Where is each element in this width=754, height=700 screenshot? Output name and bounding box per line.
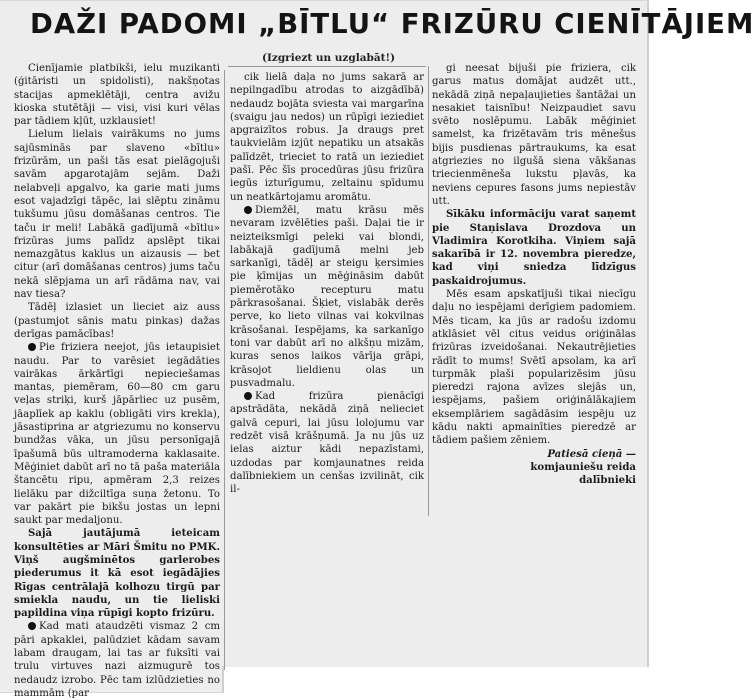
bullet-icon <box>244 206 252 214</box>
paragraph-text: Pie friziera neejot, jūs ietaupisiet naudu. Par to varēsiet iegādāties vairākas ārkārtīgi nepieciešamas mantas, piemēram, 60—80 cm garu veļas striķi, kurš jāpārliec uz pusēm, jāaplīek ap kaklu (obligāti virs krekla), jāsastiprina ar atgriezumu no konservu bundžas vāka, un jūsu personīgajā īpašumā būs ultramoderna kaklasaite. Mēģiniet dabūt arī no tā paša materiāla štancētu ripu, apmēram 2,3 reizes lielāku par dižciltīga suņa žetonu. To var pakārt pie bikšu jostas un lepni saukt par medaljonu. <box>14 342 220 527</box>
signature-line <box>432 474 636 487</box>
article-headline: DAŽI PADOMI „BĪTLU“ FRIZŪRU CIENĪTĀJIEM <box>30 8 754 40</box>
column-divider-2 <box>428 66 429 516</box>
article-paragraph <box>14 128 220 301</box>
article-paragraph <box>432 288 636 448</box>
bullet-icon <box>28 622 36 630</box>
paragraph-text: dalībnieki <box>579 474 636 487</box>
subtitle-rule <box>228 66 426 67</box>
article-paragraph <box>14 301 220 341</box>
article-paragraph <box>14 620 220 700</box>
paragraph-text: Sajā jautājumā ieteicam konsultēties ar Māri Šmitu no PMK. Viņš augšminētos garlerobes piederumus it kā esot iegādājies Rīgas centrālajā kolhozu tirgū par smiekla naudu, un tie lieliski papildina viņa rūpīgi kopto frizūru. <box>14 527 220 620</box>
bullet-icon <box>244 392 252 400</box>
signature-line <box>432 448 636 461</box>
article-paragraph <box>432 62 636 208</box>
paragraph-text: Lielum lielais vairākums no jums sajūsminās par slaveno «bītlu» frizūrām, un paši tās esat pielāgojuši savām apgarotajām sejām. Daži nelabveļi apgalvo, ka garie mati jums esot vajadzīgi tāpēc, lai slēptu zināmu tukšumu jūsu domāšanas centros. Tie taču ir meli! Labākā gadījumā «bītlu» frizūras jums palīdz apslēpt tikai nemazgātus kaklus un aizausis — bet citur (arī domāšanas centros) jums taču nekā slēpjama un arī rādāma nav, vai nav tiesa? <box>14 129 220 301</box>
column-divider-1 <box>224 70 225 670</box>
signature-line <box>432 461 636 474</box>
paragraph-text: Mēs esam apskatījuši tikai niecīgu daļu no iespējami derīgiem padomiem. Mēs ticam, ka jūs ar radošu izdomu atklāsiet vēl citus veidus oriģinālas frizūras izveidošanai. Nekautrējieties rādīt to mums! Svētī apsolam, ka arī turpmāk plaši popularizēsim jūsu pieredzi rajona avīzes slejās un, iespējams, pašiem oriģinālākajiem eksemplāriem sagādāsim iespēju uz kādu nakti apmainīties pieredzē ar tādiem pašiem zēniem. <box>432 289 636 447</box>
paragraph-text: cik lielā daļa no jums sakarā ar nepilngadību atrodas to aizgādībā) nedaudz bojāta sviesta vai margarīna (svaigu jau nedos) un rūpīgi ieziediet apgraizītos robus. Ja draugs pret taukvielām izjūt nepatiku un atsakās palīdzēt, trieciet to ratā un ieziediet pašī. Pēc šīs procedūras jūsu frizūra iegūs izturīgumu, zeltainu spīdumu un neatkārtojamu aromātu. <box>230 72 424 203</box>
paragraph-text: Patiesā cieņā — <box>547 447 636 460</box>
article-column-2 <box>230 71 424 651</box>
paragraph-text: Tādēļ izlasiet un lieciet aiz auss (pastumjot sānis matu pinkas) dažas derīgas pamācības! <box>14 302 220 340</box>
article-paragraph <box>14 341 220 527</box>
paragraph-text: Cienījamie platbikši, ielu muzikanti (ģitāristi un spidolisti), nakšņotas stacijas apmeklētāji, centra avižu kioska stutētāji — visi, visi kuri vēlas par tādiem kļūt, uzklausiet! <box>14 63 220 128</box>
article-paragraph <box>230 71 424 204</box>
article-paragraph <box>230 204 424 390</box>
article-paragraph <box>14 527 220 620</box>
paragraph-text: Sīkāku informāciju varat saņemt pie Staņislava Drozdova un Vladimira Korotkiha. Viņiem sajā sakarībā ir 12. novembra pieredze, kad viņi sniedza līdzīgus paskaidrojumus. <box>432 208 636 287</box>
article-paragraph <box>230 390 424 496</box>
bullet-icon <box>28 343 36 351</box>
paragraph-text: Kad frizūra pienācīgi apstrādāta, nekādā ziņā nelieciet galvā cepuri, lai jūsu lolojumu var redzēt visā krāšņumā. Ja nu jūs uz ielas aiztur kādi nepazīstami, uzdodas par komjaunatnes reida dalībniekiem un cenšas izvilināt, cik il- <box>230 391 424 496</box>
article-paragraph <box>14 62 220 128</box>
paragraph-text: Kad mati ataudzēti vismaz 2 cm pāri apkaklei, palūdziet kādam savam labam draugam, lai tas ar fuksīti vai trulu virtuves nazi aizmugurē tos nedaudz izrobo. Pēc tam izlūdzieties no mammām (par <box>14 621 220 699</box>
paragraph-text: Diemžēl, matu krāsu mēs nevaram izvēlēties paši. Daļai tie ir neizteiksmīgi peleki vai blondi, labākajā gadījumā melni jeb sarkanīgi, tādēļ ar steigu ķersimies pie ķīmijas un mēģināsim dabūt piemērotāko recepturu matu pārkrasošanai. Šķiet, vislabāk derēs perve, ko lieto vilnas vai kokvilnas krāsošanai. Iespējams, ka sarkanīgo toni var dabūt arī no alkšņu mizām, kuras senos laikos vārīja grāpi, krāsojot lieldienu olas un pusvadmalu. <box>230 204 424 389</box>
paragraph-text: komjauniešu reida <box>530 460 636 473</box>
article-column-1 <box>14 62 220 699</box>
article-paragraph <box>432 208 636 288</box>
article-column-3 <box>432 62 636 512</box>
article-subtitle: (Izgriezt un uzglabāt!) <box>262 52 396 64</box>
paragraph-text: gi neesat bijuši pie friziera, cik garus matus domājat audzēt utt., nekādā ziņā nepaļaujieties šantāžai un nesakiet taisnību! Neizpaudiet savu svēto noslēpumu. Labāk mēģiniet samelst, ka frizētavām tris mēnešus bijis pusdienas pārtraukums, ka esat atgriezies no ilgušā siena vākšanas triecienmēneša lukstu pļavās, ka neviens cepures fasons jums nepiestāv utt. <box>432 63 636 207</box>
